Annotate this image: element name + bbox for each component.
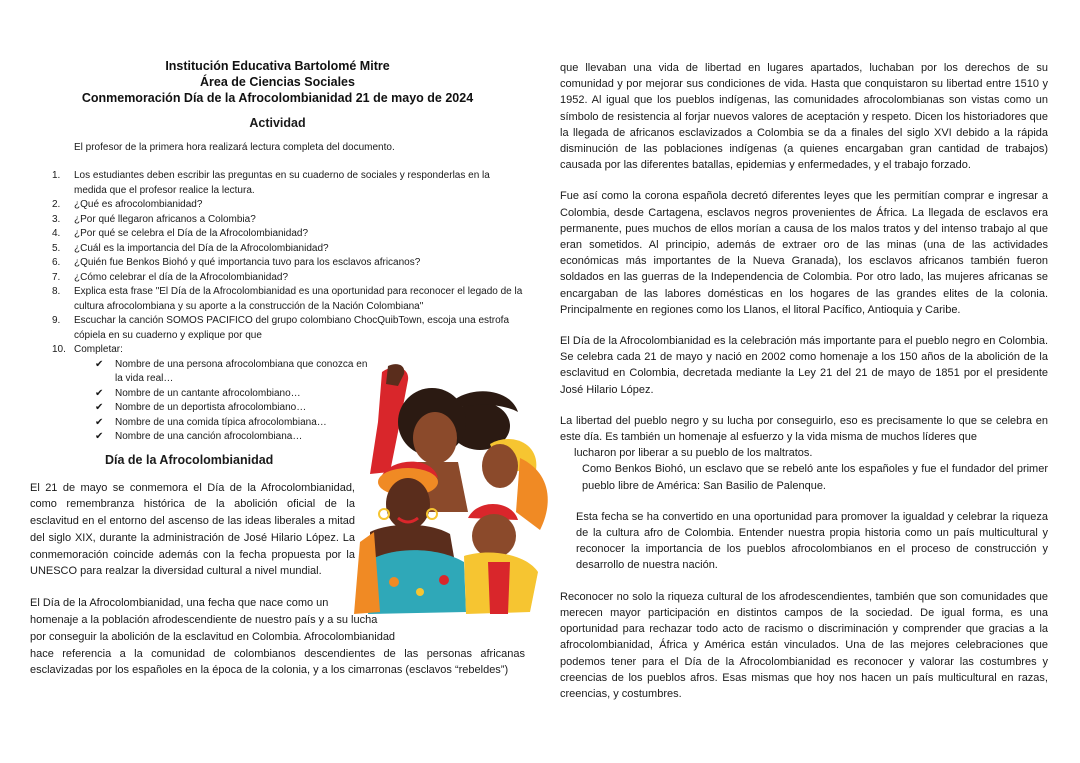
item-text: ¿Por qué se celebra el Día de la Afrocolombianidad? — [74, 228, 309, 239]
item-text: Explica esta frase "El Día de la Afrocolombianidad es una oportunidad para reconocer el legado de la cultura afrocolombiana y su aporte a la construcción de la Nación Colombiana" — [74, 286, 523, 312]
item-text: ¿Quién fue Benkos Biohó y qué importancia tuvo para los esclavos africanos? — [74, 257, 421, 268]
item-text: Nombre de un deportista afrocolombiano… — [115, 402, 307, 413]
item-text: ¿Qué es afrocolombianidad? — [74, 199, 203, 210]
item-text: Nombre de una comida típica afrocolombiana… — [115, 416, 327, 428]
paragraph-equality: Esta fecha se ha convertido en una oportunidad para promover la igualdad y celebrar la riqueza de la cultura afro de Colombia. Entender nuestra propia historia como un país multicultural y reconocer la importancia de los pueblos afrocolombianos en el proceso de construcción y desarrollo de nuestra nación. — [576, 510, 1048, 572]
question-list — [30, 169, 525, 358]
paragraph-line: homenaje a la población afrodescendiente de nuestro país y a su lucha — [30, 614, 378, 627]
list-item — [30, 343, 525, 358]
paragraph-spanish-crown: Fue así como la corona española decretó diferentes leyes que les permitían comprar e ingresar a Colombia, desde Cartagena, esclavos negros provenientes de África. La llegada de esclavos era permanente, pues muchos de ellos morían a causa de los malos tratos y del intenso trabajo al que eran sometidos. Al principio, además de extraer oro de las minas (una de las actividades económicas más importantes de la Nueva Granada), los esclavos africanos también fueron soldados en las guerras de la Independencia de Colombia. Por otro lado, las mujeres africanas se encargaban de las labores domésticas en los hogares de las grandes elites de la colonia. Principalmente en regiones como los Llanos, el litoral Pacífico, Antioquia y Caribe. — [560, 190, 1048, 316]
section-title: Día de la Afrocolombianidad — [105, 452, 274, 467]
list-item — [95, 358, 370, 387]
list-item — [30, 169, 525, 198]
list-item — [30, 213, 525, 228]
item-number: 1. — [52, 170, 61, 181]
item-number: 8. — [52, 286, 61, 297]
item-text: Nombre de un cantante afrocolombiano… — [115, 387, 301, 399]
item-text: ¿Cómo celebrar el día de la Afrocolombianidad? — [74, 271, 289, 283]
paragraph-history: que llevaban una vida de libertad en lugares apartados, luchaban por los derechos de su comunidad y por mejorar sus condiciones de vida. Hasta que conquistaron su libertad entre 1510 y 1952. Al igual que los pueblos indígenas, las comunidades afrocolombianas son vistas como un símbolo de resistencia al forjar nuevos valores de aceptación y respeto. Dicen los historiadores que la llegada de africanos esclavizados a Colombia se da a finales del siglo XVI debido a la rápida disminución de las poblaciones indígenas (a quienes encargaban gran cantidad de trabajos) causada por las diferentes batallas, epidemias y enfermedades, y el trabajo forzado. — [560, 62, 1048, 172]
paragraph-freedom: La libertad del pueblo negro y su lucha por conseguirlo, eso es precisamente lo que se celebra en este día. Es también un homenaje al esfuerzo y la vida misma de muchos líderes que — [560, 414, 1048, 444]
paragraph-benkos: Como Benkos Biohó, un esclavo que se rebeló ante los españoles y fue el fundador del primer pueblo libre de América: San Basilio de Palenque. — [582, 463, 1048, 492]
item-number: 3. — [52, 213, 61, 225]
check-icon: ✔ — [95, 416, 104, 428]
item-text: Escuchar la canción SOMOS PACIFICO del grupo colombiano ChocQuibTown, escoja una estrofa cópiela en su cuaderno y explique por que — [74, 315, 510, 341]
item-text: Nombre de una persona afrocolombiana que conozca en la vida real… — [115, 358, 368, 384]
list-item — [30, 242, 525, 257]
item-number: 2. — [52, 199, 61, 210]
paragraph-recognition: Reconocer no solo la riqueza cultural de los afrodescendientes, también que son comunidades que merecen mayor participación en distintos campos de la sociedad. De igual forma, es una oportunidad para rechazar todo acto de racismo o discriminación y comprender que gracias a la afrocolombianidad, África y América están vinculados. Una de las mejores celebraciones que podemos tener para el Día de la Afrocolombianidad es reconocer y valorar las costumbres y creencias de los pueblos afros. Esas mismas que hoy nos hacen un país multicultural en razas, creencias, y costumbres. — [560, 590, 1048, 700]
item-text: ¿Por qué llegaron africanos a Colombia? — [74, 213, 256, 225]
item-number: 7. — [52, 271, 61, 283]
check-icon: ✔ — [95, 431, 104, 442]
list-item — [30, 256, 525, 271]
department-name: Área de Ciencias Sociales — [200, 75, 355, 89]
right-column — [560, 60, 1048, 717]
list-item — [95, 387, 370, 402]
item-text: ¿Cuál es la importancia del Día de la Afrocolombianidad? — [74, 242, 329, 254]
afrocolombian-people-illustration — [340, 362, 565, 624]
list-item — [95, 430, 370, 445]
item-text: Nombre de una canción afrocolombiana… — [115, 431, 303, 442]
item-number: 6. — [52, 257, 61, 268]
paragraph-line: por conseguir la abolición de la esclavitud en Colombia. Afrocolombianidad — [30, 630, 396, 643]
paragraph-line: El Día de la Afrocolombianidad, una fecha que nace como un — [30, 597, 329, 610]
list-item — [95, 416, 370, 431]
list-item — [30, 285, 525, 314]
activity-intro: El profesor de la primera hora realizará lectura completa del documento. — [74, 142, 395, 153]
document-header — [30, 58, 525, 106]
item-number: 5. — [52, 242, 61, 254]
list-item — [30, 271, 525, 286]
item-number: 9. — [52, 315, 61, 326]
list-item — [30, 314, 525, 343]
item-text: Completar: — [74, 344, 123, 355]
paragraph-freedom-cont: lucharon por liberar a su pueblo de los maltratos. — [574, 447, 813, 460]
paragraph-commemoration: El 21 de mayo se conmemora el Día de la Afrocolombianidad, como remembranza histórica de la abolición oficial de la esclavitud en el entorno del ascenso de las ideas liberales a mitad del siglo XIX, durante la administración de José Hilario López. La conmemoración coincide además con la fecha propuesta por la UNESCO para realzar la diversidad cultural a nivel mundial. — [30, 481, 355, 578]
activity-title: Actividad — [249, 116, 306, 130]
check-icon: ✔ — [95, 387, 104, 399]
paragraph-line: hace referencia a la comunidad de colombianos descendientes de las personas africanas esclavizadas por los españoles en la época de la colonia, y a los cimarronas (esclavos “rebeldes”) — [30, 647, 525, 677]
check-icon: ✔ — [95, 402, 104, 413]
item-number: 4. — [52, 228, 61, 239]
paragraph-celebration: El Día de la Afrocolombianidad es la celebración más importante para el pueblo negro en Colombia. Se celebra cada 21 de mayo y nació en 2002 como homenaje a los 150 años de la abolición de la esclavitud en Colombia, decretada mediante la Ley 21 del 21 de mayo de 1851 por el presidente José Hilario López. — [560, 335, 1048, 396]
item-number: 10. — [52, 344, 66, 355]
list-item — [30, 198, 525, 213]
event-title: Conmemoración Día de la Afrocolombianidad 21 de mayo de 2024 — [81, 91, 474, 105]
list-item — [30, 227, 525, 242]
item-text: Los estudiantes deben escribir las preguntas en su cuaderno de sociales y responderlas en la medida que el profesor realice la lectura. — [74, 170, 490, 196]
school-name: Institución Educativa Bartolomé Mitre — [165, 59, 390, 73]
check-icon: ✔ — [95, 358, 104, 370]
list-item — [95, 401, 370, 416]
